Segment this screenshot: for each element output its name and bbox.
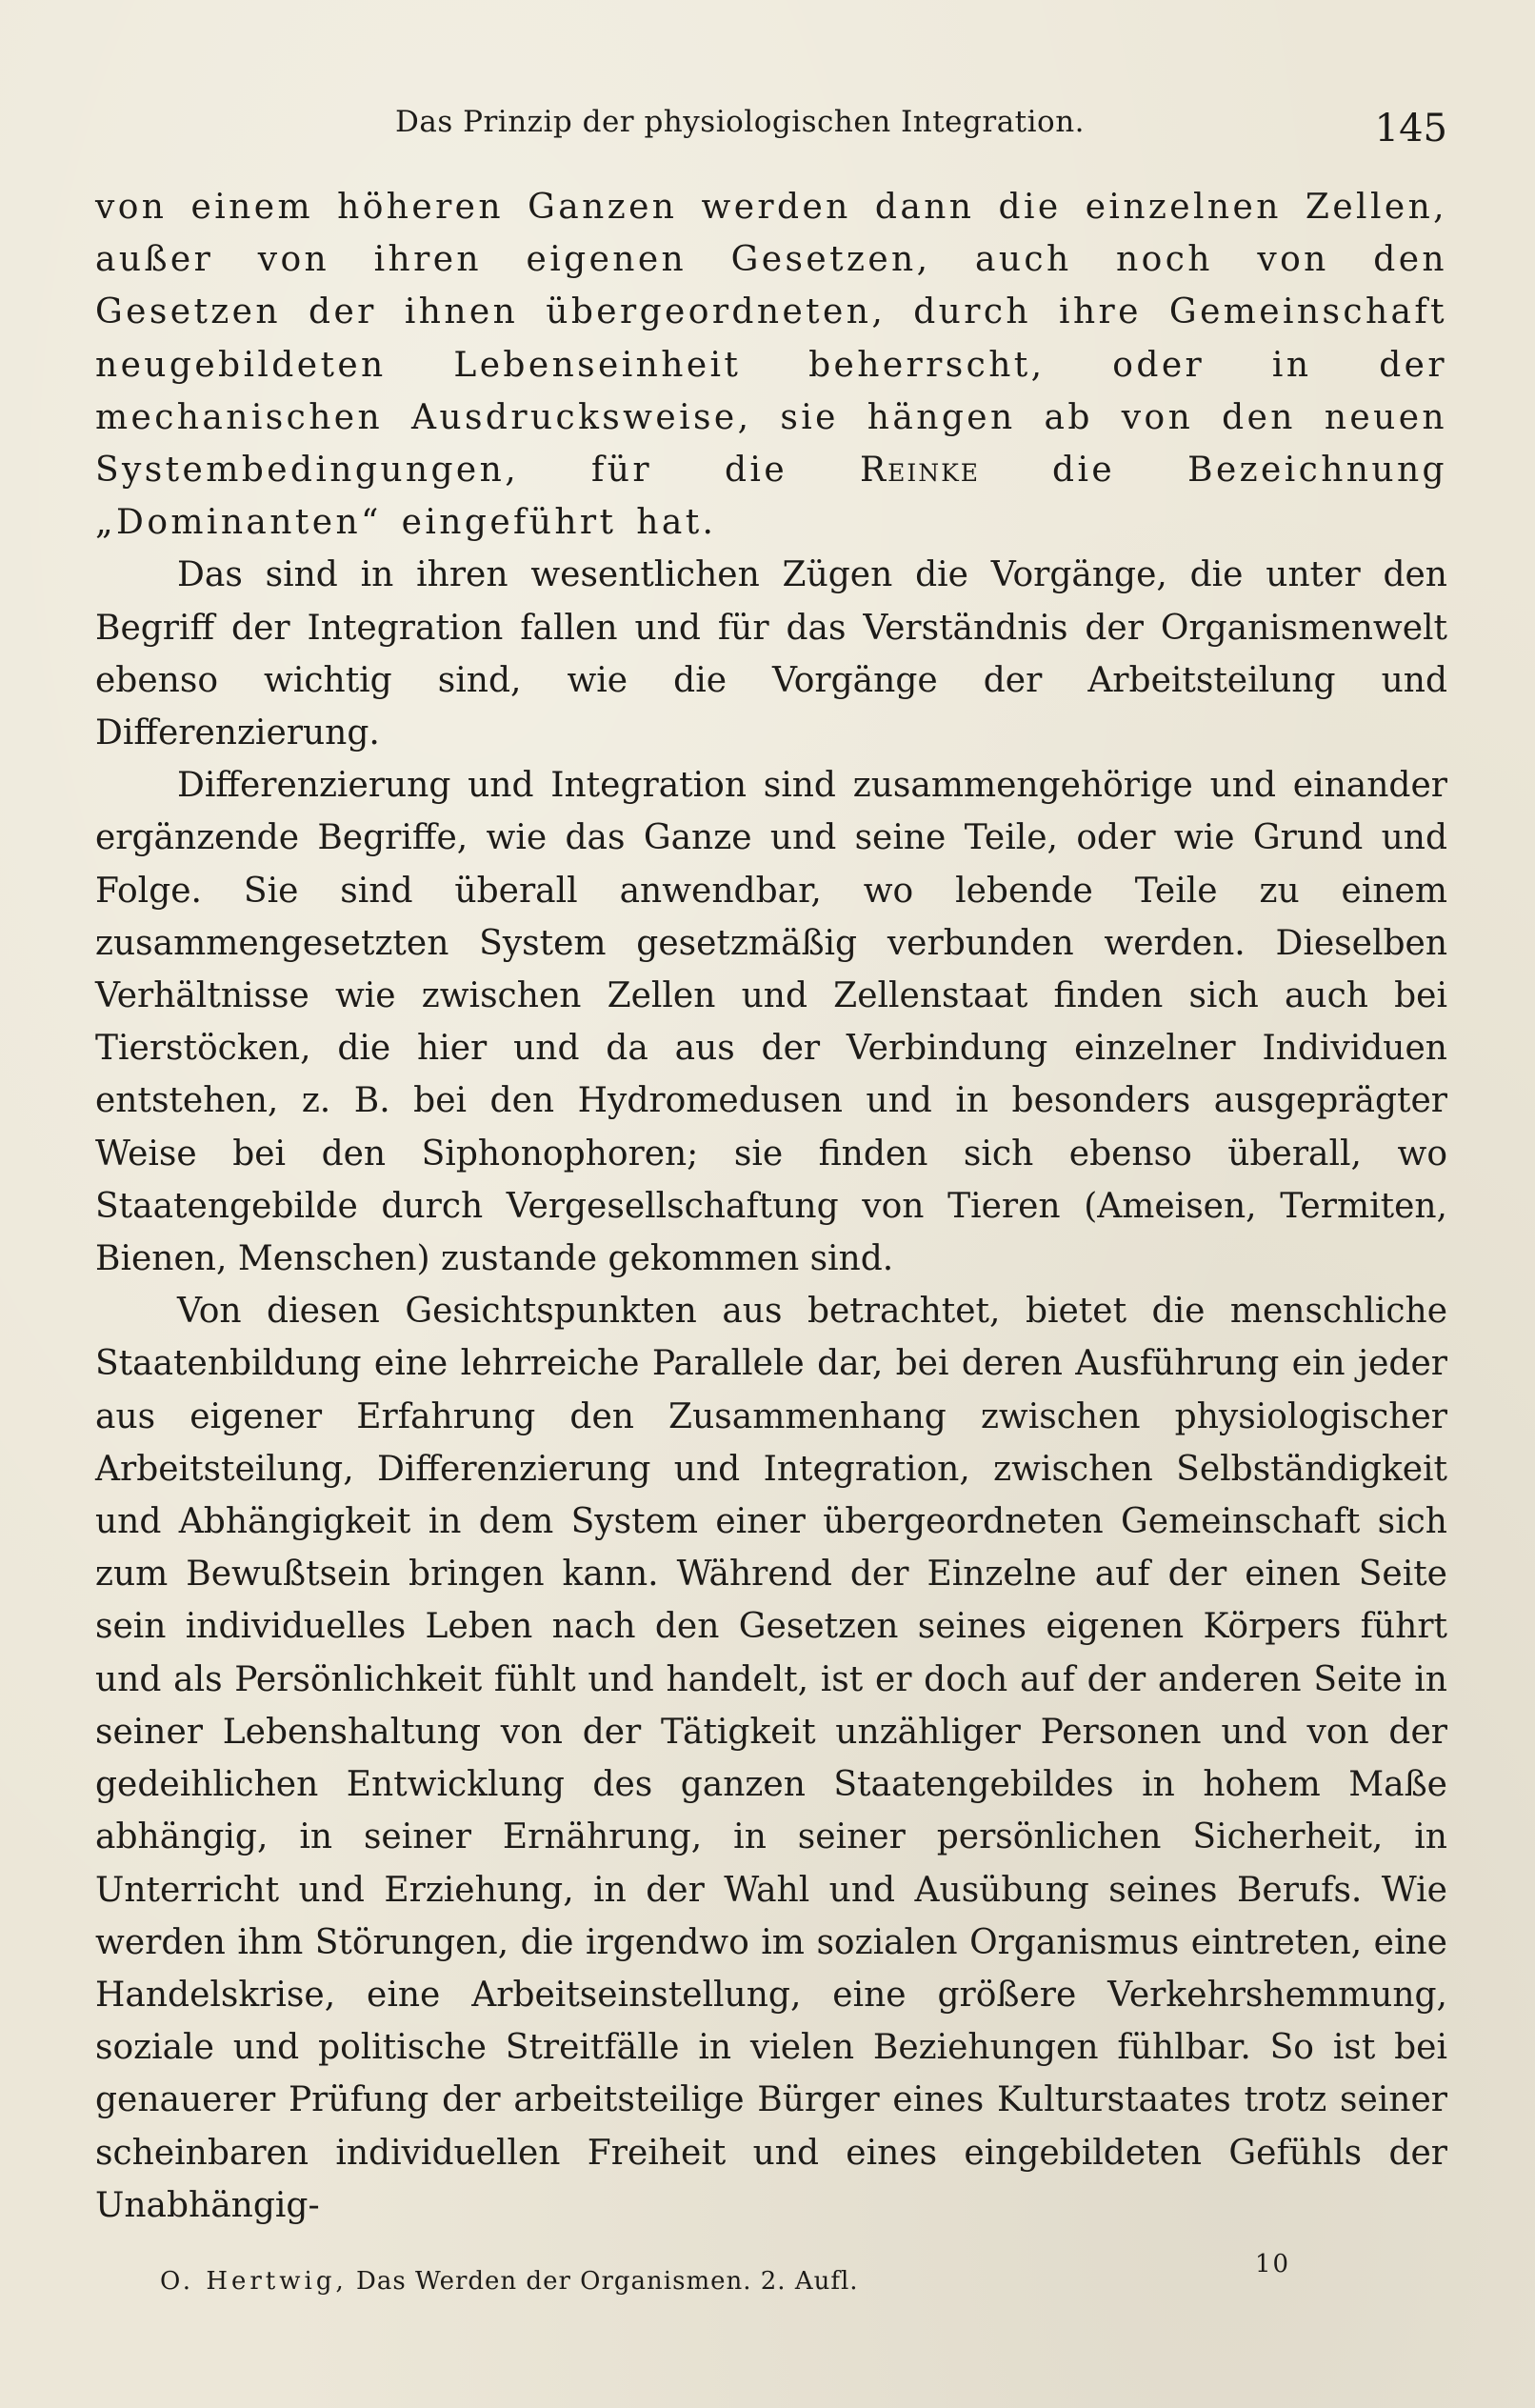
- paragraph-text: von einem höheren Ganzen werden dann die einzelnen Zellen, außer von ihren eigenen Gesetzen, auch noch von den Gesetzen der ihnen übergeordneten, durch ihre Gemeinschaft neugebildeten Lebenseinheit beherrscht, oder in der mechanischen Ausdrucksweise, sie hängen ab von den neuen Systembedingungen, für die: [95, 188, 1447, 491]
- footer-book-title: Das Werden der Organismen. 2. Aufl.: [356, 2267, 859, 2296]
- body-text: [95, 181, 1447, 2232]
- paragraph-state-formation: Von diesen Gesichtspunkten aus betrachtet, bietet die menschliche Staatenbildung eine lehrreiche Parallele dar, bei deren Ausführung ein jeder aus eigener Erfahrung den Zusammenhang zwischen physiologischer Arbeitsteilung, Differenzierung und Integration, zwischen Selbständigkeit und Abhängigkeit in dem System einer übergeordneten Gemeinschaft sich zum Bewußtsein bringen kann. Während der Einzelne auf der einen Seite sein individuelles Leben nach den Gesetzen seines eigenen Körpers führt und als Persönlichkeit fühlt und handelt, ist er doch auf der anderen Seite in seiner Lebenshaltung von der Tätigkeit unzähliger Personen und von der gedeihlichen Entwicklung des ganzen Staatengebildes in hohem Maße abhängig, in seiner Ernährung, in seiner persönlichen Sicherheit, in Unterricht und Erziehung, in der Wahl und Ausübung seines Berufs. Wie werden ihm Störungen, die irgendwo im sozialen Organismus eintreten, eine Handelskrise, eine Arbeitseinstellung, eine größere Verkehrshemmung, soziale und politische Streitfälle in vielen Beziehungen fühlbar. So ist bei genauerer Prüfung der arbeitsteilige Bürger eines Kulturstaates trotz seiner scheinbaren individuellen Freiheit und eines eingebildeten Gefühls der Unabhängig-: [95, 1292, 1447, 2225]
- author-name-reinke: Reinke: [860, 451, 981, 491]
- book-page: [95, 86, 1447, 2334]
- page-footer: [95, 2250, 1447, 2307]
- running-head: [95, 95, 1447, 152]
- footer-author: O. Hertwig,: [160, 2267, 348, 2296]
- paragraph-integration-summary: Das sind in ihren wesentlichen Zügen die Vorgänge, die unter den Begriff der Integration fallen und für das Verständnis der Organismenwelt ebenso wichtig sind, wie die Vorgänge der Arbeitsteilung und Differenzierung.: [95, 555, 1447, 753]
- paragraph-continuation: [95, 181, 1447, 549]
- page-number: 145: [1374, 107, 1447, 150]
- signature-mark: 10: [1255, 2250, 1291, 2278]
- paragraph-text: die Bezeichnung „Dominanten“ eingeführt hat.: [95, 451, 1447, 543]
- paragraph-differentiation: Differenzierung und Integration sind zusammengehörige und einander ergänzende Begriffe, wie das Ganze und seine Teile, oder wie Grund und Folge. Sie sind überall anwendbar, wo lebende Teile zu einem zusammengesetzten System gesetzmäßig verbunden werden. Dieselben Verhältnisse wie zwischen Zellen und Zellenstaat finden sich auch bei Tierstöcken, die hier und da aus der Verbindung einzelner Individuen entstehen, z. B. bei den Hydromedusen und in besonders ausgeprägter Weise bei den Siphonophoren; sie finden sich ebenso überall, wo Staatengebilde durch Vergesellschaftung von Tieren (Ameisen, Termiten, Bienen, Menschen) zustande gekommen sind.: [95, 766, 1447, 1279]
- footer-citation: [160, 2267, 859, 2296]
- running-title: Das Prinzip der physiologischen Integration.: [395, 105, 1086, 139]
